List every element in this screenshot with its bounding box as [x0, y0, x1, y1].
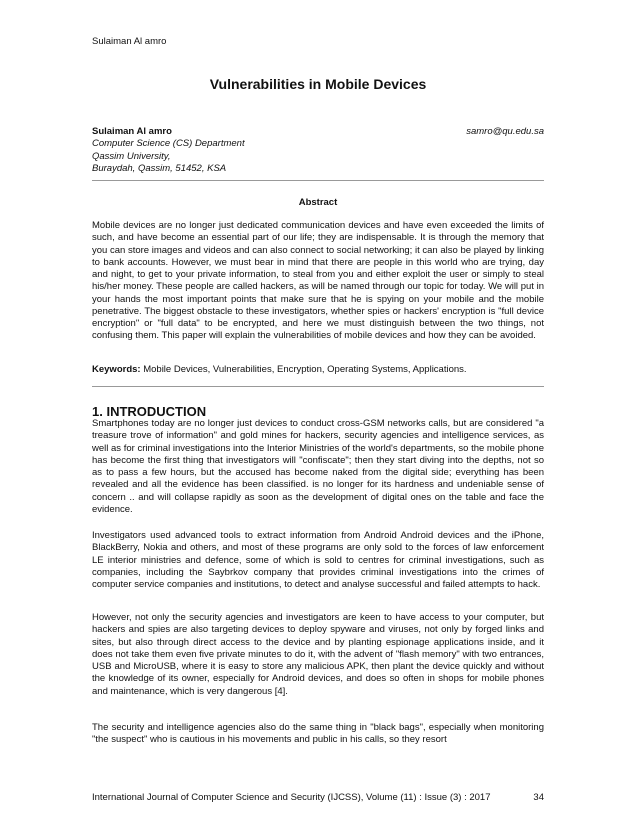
- affiliation-line: Qassim University,: [92, 150, 171, 162]
- body-paragraph: Smartphones today are no longer just devices to conduct cross-GSM networks calls, but are considered "a treasure trove of information" and gold mines for hackers, security agencies and intelligence services, as well as for criminal investigations into the Interior Ministries of the world's departments, so the mobile phone has become the first thing that investigators will "confiscate"; then they start diving into the depths, not so as to pass a few hours, but the accused has become naked from the digital side; everything has been revealed and all the evidence has been classified. is no longer for its hardness and undeniable sense of concern .. and will collapse rapidly as soon as the development of digital ones on the table and face the evidence.: [92, 418, 544, 515]
- affiliation-line: Buraydah, Qassim, 51452, KSA: [92, 162, 227, 174]
- body-paragraph: However, not only the security agencies and investigators are keen to have access to your computer, but hackers and spies are also targeting devices to deploy spyware and viruses, not only by forged links and sites, but also through direct access to the device and by planting espionage applications inside, and it does not take them even five private minutes to do it, with the advent of "flash memory" with two entrances, USB and MicroUSB, where it is easy to store any malicious APK, then plant the device quickly and without the knowledge of its owner, especially for Android devices, and does so often in shops for mobile phones and maintenance, which is very dangerous [4].: [92, 612, 544, 697]
- page-footer: [92, 792, 544, 803]
- author-name: Sulaiman Al amro: [92, 126, 172, 137]
- author-email: samro@qu.edu.sa: [466, 126, 544, 137]
- journal-citation: International Journal of Computer Science and Security (IJCSS), Volume (11) : Issue (3) : 2017: [92, 792, 491, 803]
- abstract-text: Mobile devices are no longer just dedicated communication devices and have even exceeded the limits of such, and have become an essential part of our life; they are indispensable. It is through the memory that you can store images and videos and can also connect to social networking; it can also be played by linking to bank accounts. However, we must bear in mind that there are people in this world who are trying, day and night, to get to your private information, to steal from you and either exploit the user or simply to steal his/her money. These people are called hackers, as will be named through our topic for today. We will put in your hands the most important points that make sure that he is spying on your mobile and the mobile penetrative. The biggest obstacle to these investigators, whether spies or hackers' encryption is "full device encryption" or "full data" to be encrypted, and here we must distinguish between the two things, not confusing them. This paper will explain the vulnerabilities of mobile devices and how they can be avoided.: [92, 220, 544, 342]
- divider: [92, 180, 544, 181]
- running-head: Sulaiman Al amro: [92, 36, 167, 47]
- author-block: [92, 126, 544, 175]
- keywords-line: [92, 364, 544, 376]
- paper-title: Vulnerabilities in Mobile Devices: [209, 76, 427, 92]
- affiliation-line: Computer Science (CS) Department: [92, 138, 245, 150]
- abstract-heading: Abstract: [298, 197, 338, 208]
- page-number: 34: [533, 792, 544, 803]
- divider: [92, 386, 544, 387]
- body-paragraph: Investigators used advanced tools to extract information from Android Android devices and the iPhone, BlackBerry, Nokia and others, and most of these programs are only sold to the forces of law enforcement LE interior ministries and defence, some of which is sold to centres for criminal investigations, such as companies, including the Saybrkov company that provides criminal investigations into the crimes of computer service companies and institutions, to detect and analyse successful and failed attempts to hack.: [92, 530, 544, 590]
- keywords-text: Mobile Devices, Vulnerabilities, Encryption, Operating Systems, Applications.: [140, 364, 467, 375]
- body-paragraph: The security and intelligence agencies also do the same thing in "black bags", especially when monitoring "the suspect" who is cautious in his movements and public in his calls, so they resort: [92, 722, 544, 746]
- keywords-label: Keywords:: [92, 364, 141, 375]
- section-heading: 1. INTRODUCTION: [92, 404, 207, 419]
